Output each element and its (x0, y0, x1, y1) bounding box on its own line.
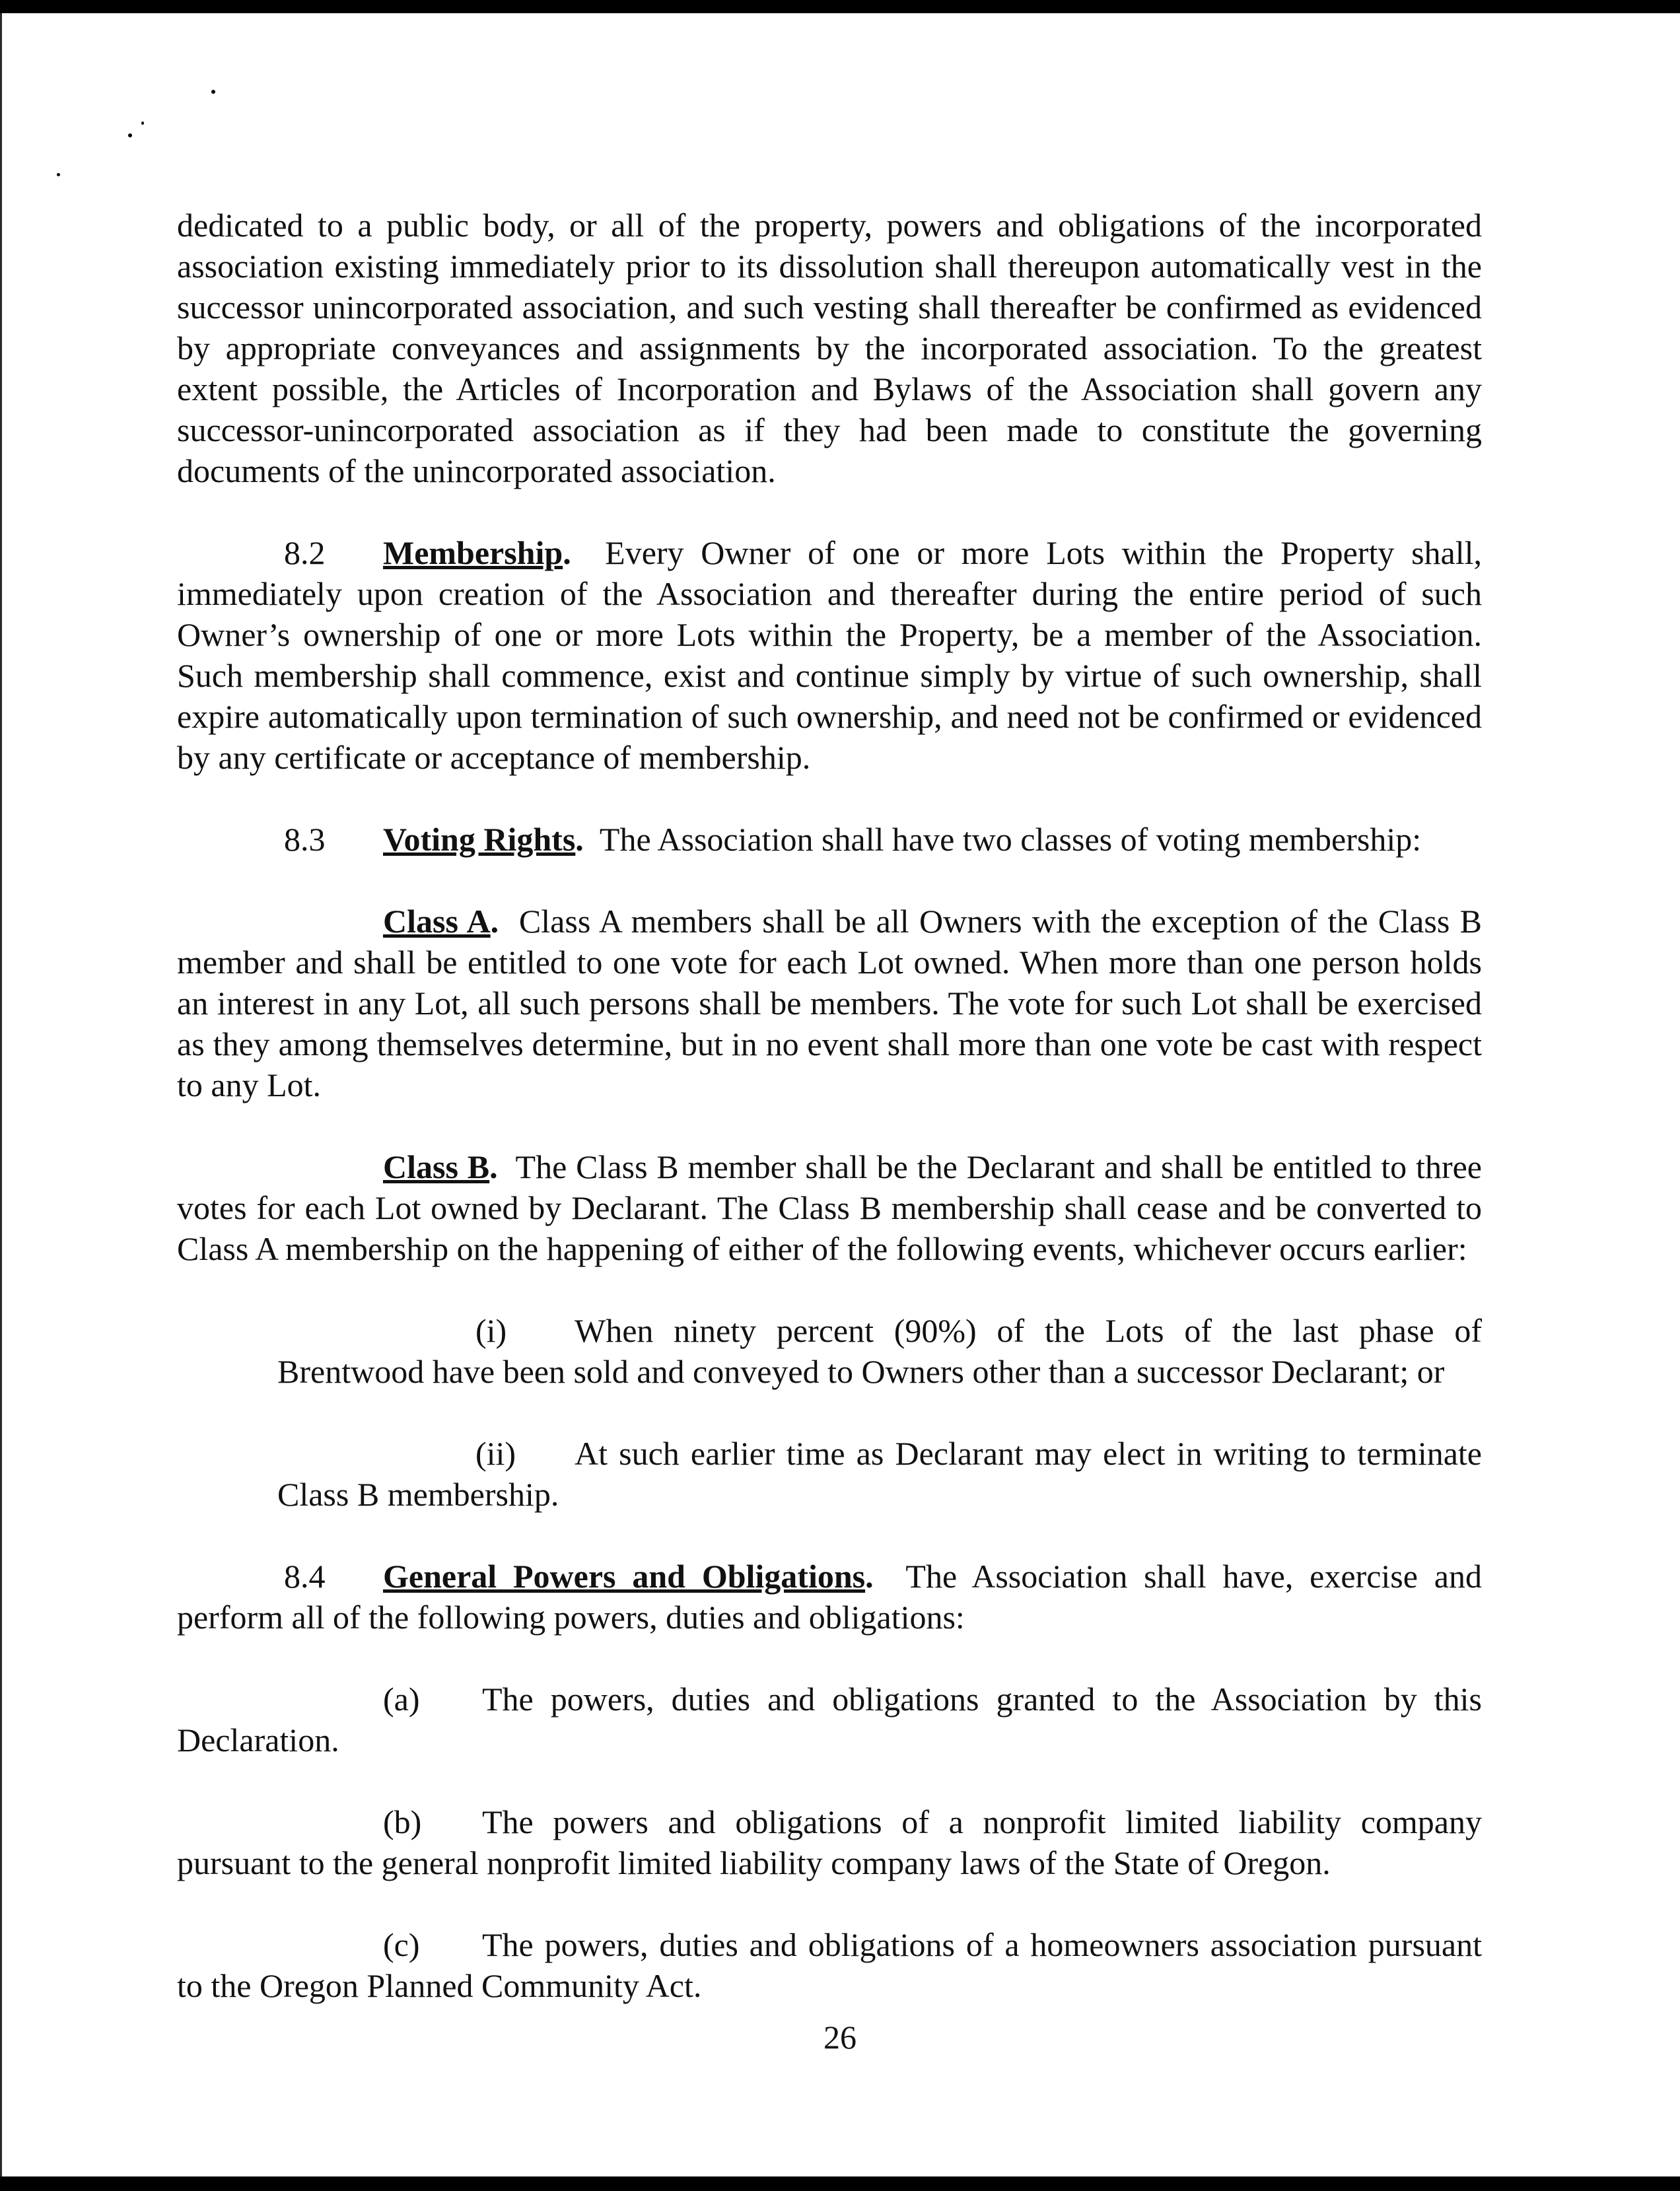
item-body: The powers and obligations of a nonprofit limited liability company pursuant to the general nonprofit limited liability company laws of the State of Oregon. (177, 1803, 1482, 1881)
document-body (177, 205, 1482, 2047)
section-heading: General Powers and Obligations (383, 1558, 866, 1595)
item-ii (177, 1433, 1482, 1515)
section-8-2: 8.2 Membership. Every Owner of one or more Lots within the Property shall, immediately upon creation of the Association and thereafter during the entire period of such Owner’s ownership of one or more Lots within the Property, be a member of the Association. Such membership shall commence, exist and continue simply by virtue of such ownership, shall expire automatically upon termination of such ownership, and need not be confirmed or evidenced by any certificate or acceptance of membership. (177, 532, 1482, 778)
item-body: The powers, duties and obligations of a homeowners association pursuant to the Oregon Planned Community Act. (177, 1926, 1482, 2004)
section-number: 8.3 (284, 821, 326, 858)
scan-speck (211, 90, 215, 94)
section-heading: Membership (383, 534, 563, 571)
item-letter: (a) (383, 1681, 420, 1718)
section-body: The Association shall have two classes of voting membership: (599, 821, 1422, 858)
item-b (177, 1801, 1482, 1883)
scan-top-border (0, 0, 1680, 13)
scan-speck (128, 133, 132, 137)
scan-speck (141, 122, 144, 125)
class-b-heading: Class B (383, 1148, 490, 1185)
item-letter: (b) (383, 1803, 422, 1840)
item-number: (ii) (475, 1435, 516, 1472)
continued-paragraph-text: dedicated to a public body, or all of the property, powers and obligations of the incorporated association existing immediately prior to its dissolution shall thereupon automatically vest in the successor unincorporated association, and such vesting shall thereafter be confirmed as evidenced by appropriate conveyances and assignments by the incorporated association. To the greatest extent possible, the Articles of Incorporation and Bylaws of the Association shall govern any successor-unincorporated association as if they had been made to constitute the governing documents of the unincorporated association. (177, 207, 1482, 489)
section-number: 8.4 (284, 1558, 326, 1595)
class-a-paragraph: Class A. Class A members shall be all Owners with the exception of the Class B member and shall be entitled to one vote for each Lot owned. When more than one person holds an interest in any Lot, all such persons shall be members. The vote for such Lot shall be exercised as they among themselves determine, but in no event shall more than one vote be cast with respect to any Lot. (177, 903, 1483, 1103)
item-a (177, 1679, 1482, 1760)
item-c (177, 1924, 1482, 2006)
item-body: When ninety percent (90%) of the Lots of the last phase of Brentwood have been sold and conveyed to Owners other than a successor Declarant; or (277, 1312, 1482, 1390)
class-a-body: Class A members shall be all Owners with the exception of the Class B member and shall be entitled to one vote for each Lot owned. When more than one person holds an interest in any Lot, all such persons shall be members. The vote for such Lot shall be exercised as they among themselves determine, but in no event shall more than one vote be cast with respect to any Lot. (177, 903, 1483, 1103)
section-body: The Association shall have, exercise and perform all of the following powers, duties and obligations: (177, 1558, 1482, 1636)
item-number: (i) (475, 1312, 507, 1349)
scan-speck (57, 173, 60, 176)
item-i (177, 1310, 1482, 1392)
scan-left-edge (0, 13, 2, 2176)
item-body: At such earlier time as Declarant may elect in writing to terminate Class B membership. (277, 1435, 1482, 1513)
section-8-4: 8.4 General Powers and Obligations. The Association shall have, exercise and perform all of the following powers, duties and obligations: (177, 1556, 1482, 1638)
section-heading: Voting Rights (383, 821, 576, 858)
section-8-3: 8.3 Voting Rights. The Association shall have two classes of voting membership: (177, 819, 1482, 860)
section-body: Every Owner of one or more Lots within the Property shall, immediately upon creation of the Association and thereafter during the entire period of such Owner’s ownership of one or more Lots within the Property, be a member of the Association. Such membership shall commence, exist and continue simply by virtue of such ownership, shall expire automatically upon termination of such ownership, and need not be confirmed or evidenced by any certificate or acceptance of membership. (177, 534, 1483, 776)
scan-bottom-border (0, 2176, 1680, 2191)
continued-paragraph (177, 205, 1482, 491)
class-b-paragraph: Class B. The Class B member shall be the Declarant and shall be entitled to three votes for each Lot owned by Declarant. The Class B membership shall cease and be converted to Class A membership on the happening of either of the following events, whichever occurs earlier: (177, 1148, 1482, 1267)
section-number: 8.2 (284, 534, 326, 571)
class-b-body: The Class B member shall be the Declarant and shall be entitled to three votes for each Lot owned by Declarant. The Class B membership shall cease and be converted to Class A membership on the happening of either of the following events, whichever occurs earlier: (177, 1148, 1482, 1267)
item-letter: (c) (383, 1926, 420, 1963)
page-number: 26 (823, 2019, 857, 2056)
item-body: The powers, duties and obligations granted to the Association by this Declaration. (177, 1681, 1482, 1758)
class-a-heading: Class A (383, 903, 491, 940)
